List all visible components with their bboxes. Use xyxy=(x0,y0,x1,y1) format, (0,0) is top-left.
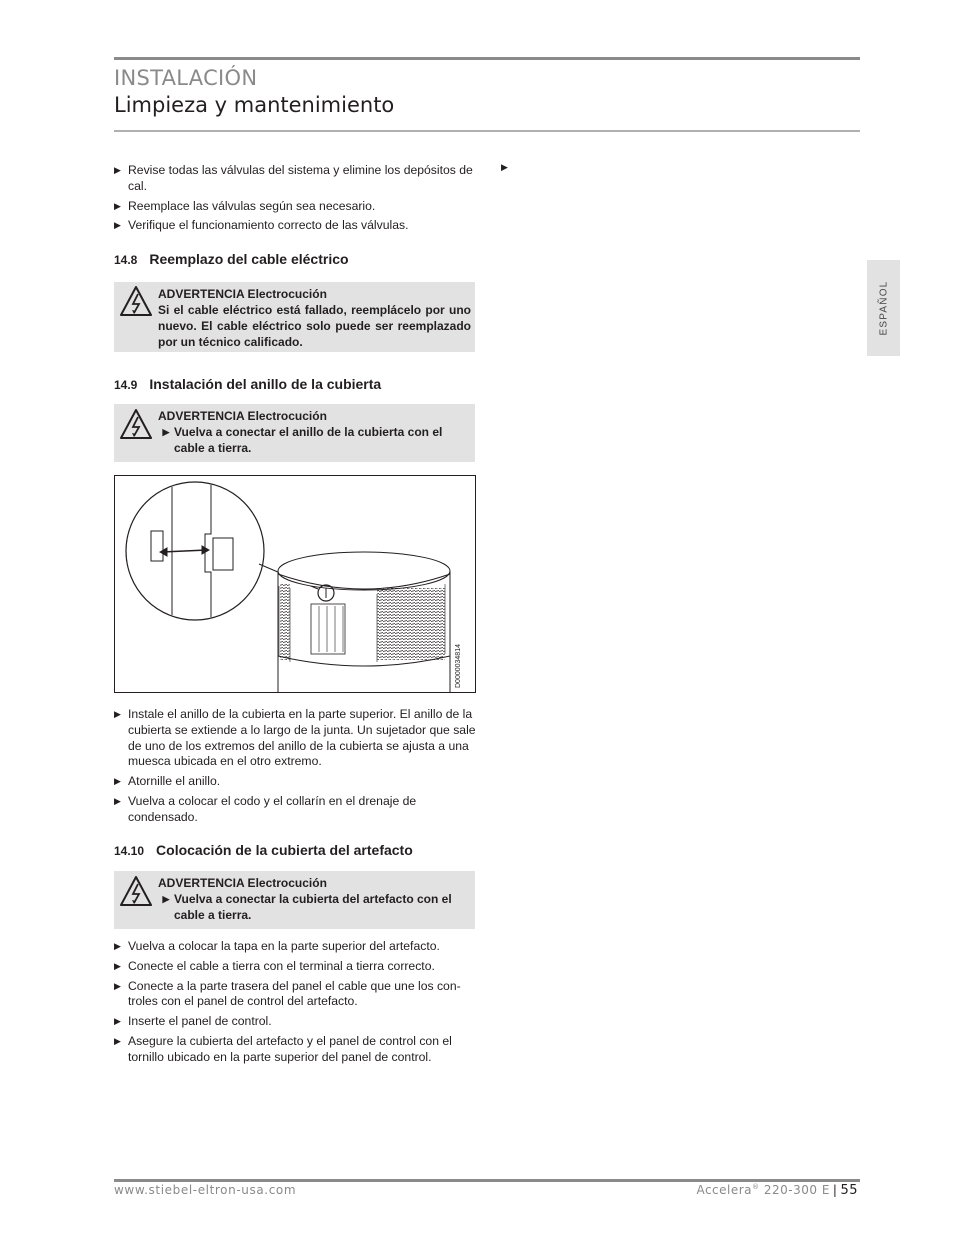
warning-box-14-8 xyxy=(114,282,475,352)
bullet-icon: ▶ xyxy=(114,960,121,971)
section-14-9-heading xyxy=(114,376,381,392)
list-item-text: Conecte a la parte trasera del panel el cable que une los con-troles con el panel de control del artefacto. xyxy=(128,978,461,1009)
section-title: Instalación del anillo de la cubierta xyxy=(149,376,382,392)
registered-mark: ® xyxy=(752,1183,760,1191)
section-number: 14.9 xyxy=(114,378,138,392)
bullet-icon: ▶ xyxy=(114,795,121,806)
section-heading: INSTALACIÓN xyxy=(114,66,258,90)
warning-title: ADVERTENCIA Electrocución xyxy=(158,409,327,423)
header-rule xyxy=(114,130,860,132)
warning-box-14-9 xyxy=(114,404,475,462)
bullet-icon: ▶ xyxy=(114,220,121,231)
warning-item-text: Vuelva a conectar la cubierta del artefacto con el cable a tierra. xyxy=(174,892,452,922)
list-item-text: Asegure la cubierta del artefacto y el panel de control con el tornillo ubicado en la parte superior del panel de control. xyxy=(128,1033,452,1064)
top-rule xyxy=(114,57,860,60)
section-title: Colocación de la cubierta del artefacto xyxy=(156,842,413,858)
section-14-10-heading xyxy=(114,842,413,858)
footer-rule xyxy=(114,1179,860,1182)
section-number: 14.10 xyxy=(114,844,145,858)
list-item-text: Vuelva a colocar el codo y el collarín en el drenaje de condensado. xyxy=(128,793,417,824)
list-item xyxy=(114,707,476,770)
list-item-text: Revise todas las válvulas del sistema y elimine los depósitos de cal. xyxy=(128,163,473,193)
list-item xyxy=(114,1034,476,1066)
section-title: Reemplazo del cable eléctrico xyxy=(149,251,349,267)
list-item xyxy=(114,199,476,215)
electrocution-warning-icon xyxy=(119,875,153,907)
bullet-icon: ▶ xyxy=(114,980,121,991)
list-item xyxy=(114,774,476,790)
cover-ring-illustration xyxy=(115,476,475,692)
bullet-icon: ▶ xyxy=(162,427,170,437)
section-number: 14.8 xyxy=(114,253,138,267)
footer-url[interactable]: www.stiebel-eltron-usa.com xyxy=(114,1183,297,1197)
warning-title: ADVERTENCIA Electrocución xyxy=(158,876,327,890)
section-14-10-bullet-list xyxy=(114,939,476,1066)
list-item xyxy=(114,979,476,1011)
language-tab-label: ESPAÑOL xyxy=(878,280,889,336)
bullet-icon: ▶ xyxy=(114,200,121,211)
electrocution-warning-icon xyxy=(119,285,153,317)
bullet-icon: ▶ xyxy=(114,165,121,175)
list-item xyxy=(114,1014,476,1030)
bullet-icon: ▶ xyxy=(114,709,121,719)
list-item xyxy=(114,959,476,975)
page-number: 55 xyxy=(840,1183,858,1198)
warning-title: ADVERTENCIA Electrocución xyxy=(158,287,327,301)
list-item-text: Vuelva a colocar la tapa en la parte superior del artefacto. xyxy=(128,939,440,953)
bullet-icon: ▶ xyxy=(114,941,121,951)
cover-ring-figure xyxy=(114,475,476,693)
footer-product xyxy=(696,1183,858,1198)
section-14-8-heading xyxy=(114,251,349,267)
warning-text: Si el cable eléctrico está fallado, reemplácelo por uno nuevo. El cable eléctrico solo puede ser reemplazado por un técnico calificado. xyxy=(158,303,471,349)
list-item-text: Reemplace las válvulas según sea necesario. xyxy=(128,198,376,213)
list-item-text: Instale el anillo de la cubierta en la parte superior. El anillo de la cubierta se extiende a lo largo de la junta. Un sujetador que sale de uno de los extremos del anillo de la cubierta se ajusta a una muesca ubicada en el otro extremo. xyxy=(128,707,476,769)
product-name: Accelera xyxy=(696,1183,753,1197)
list-item xyxy=(114,794,476,826)
bullet-icon: ▶ xyxy=(114,1016,121,1027)
list-item-text: Verifique el funcionamiento correcto de las válvulas. xyxy=(128,218,409,233)
section-14-9-bullet-list xyxy=(114,707,476,826)
warning-item xyxy=(158,424,471,456)
electrocution-warning-icon xyxy=(119,408,153,440)
language-tab xyxy=(867,260,900,356)
warning-item xyxy=(158,891,471,923)
list-item xyxy=(114,939,476,955)
warning-item-text: Vuelva a conectar el anillo de la cubierta con el cable a tierra. xyxy=(174,425,443,455)
list-item-text: Inserte el panel de control. xyxy=(128,1014,272,1029)
intro-bullet-list xyxy=(114,163,476,234)
list-item-text: Atornille el anillo. xyxy=(128,774,221,789)
figure-code: D0000034814 xyxy=(455,644,462,688)
product-model: 220-300 E xyxy=(759,1183,830,1197)
list-item-text: Conecte el cable a tierra con el terminal a tierra correcto. xyxy=(128,958,435,973)
list-item xyxy=(114,218,476,234)
bullet-icon: ▶ xyxy=(162,894,170,904)
warning-box-14-10 xyxy=(114,871,475,929)
page-title: Limpieza y mantenimiento xyxy=(114,93,395,117)
bullet-icon: ▶ xyxy=(114,1035,121,1046)
list-item xyxy=(114,163,476,195)
footer-separator: | xyxy=(832,1183,838,1197)
right-column-bullet-icon: ▶ xyxy=(501,163,508,173)
bullet-icon: ▶ xyxy=(114,776,121,787)
